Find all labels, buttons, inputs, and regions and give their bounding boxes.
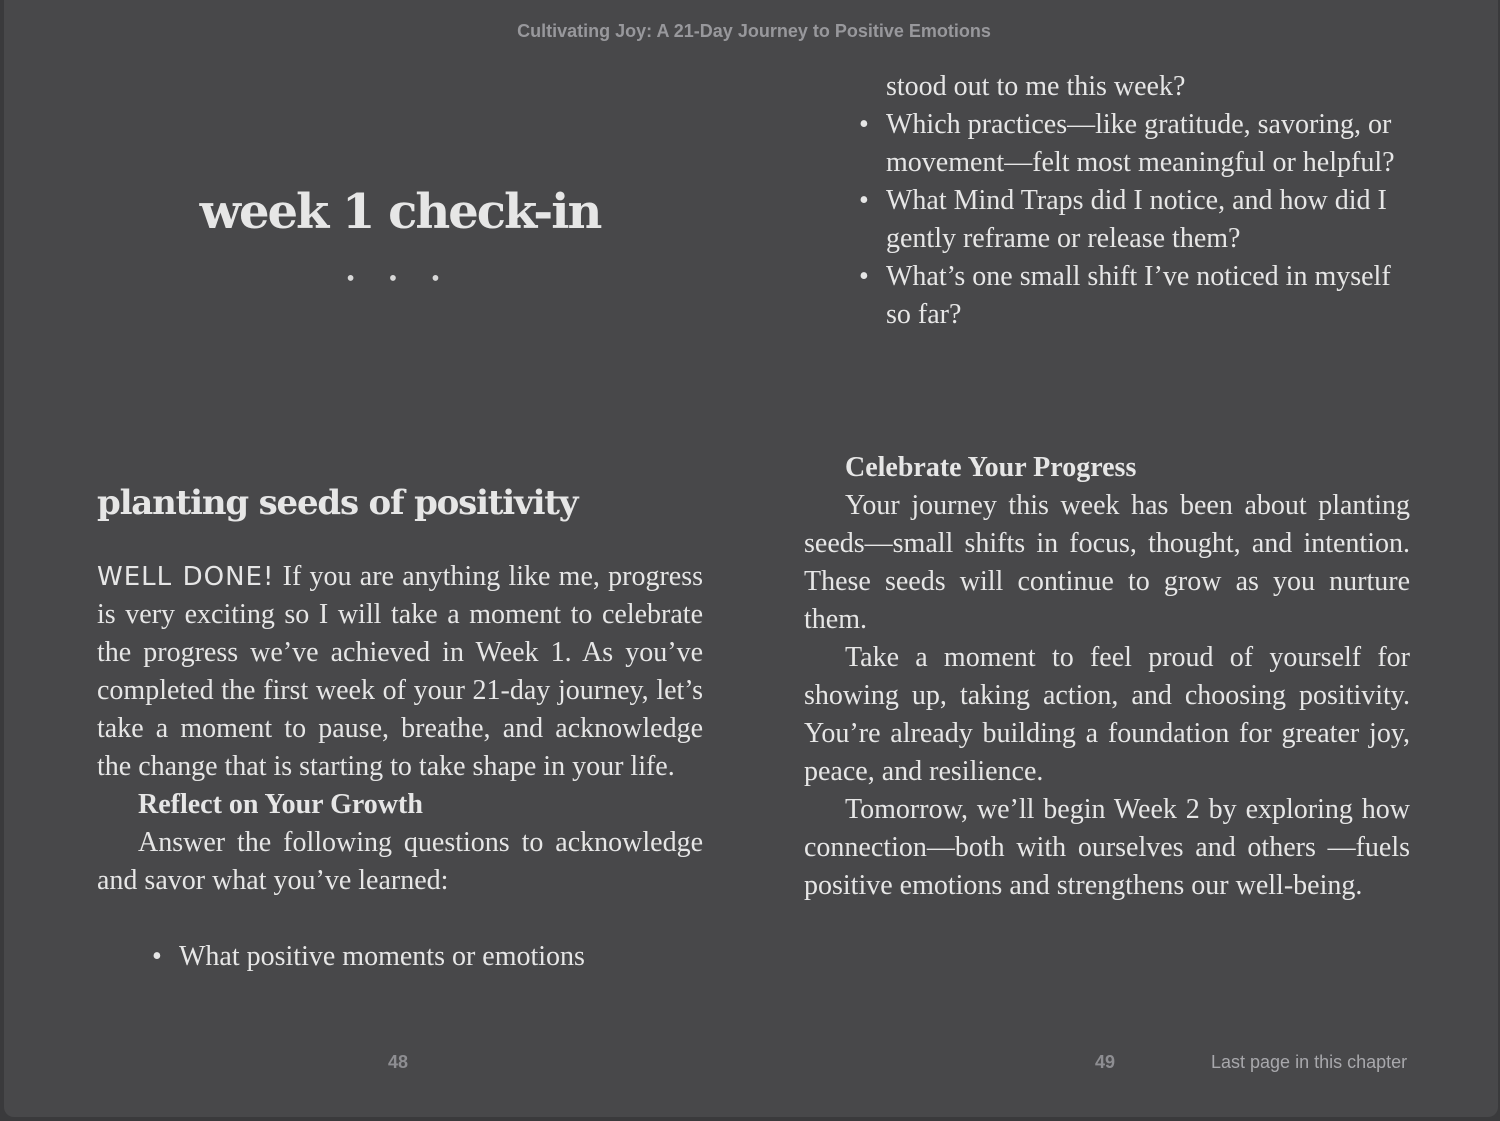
list-item-text: What positive moments or emotions bbox=[179, 941, 585, 972]
bullet-icon: • bbox=[859, 185, 869, 216]
bullet-icon: • bbox=[859, 109, 869, 140]
list-item-text: Which practices—like gratitude, savoring, or movement—felt most meaningful or helpful? bbox=[886, 109, 1395, 178]
book-title: Cultivating Joy: A 21-Day Journey to Positive Emotions bbox=[517, 21, 991, 41]
ornament-dots: • • • bbox=[346, 266, 454, 292]
chapter-title: week 1 check-in bbox=[199, 184, 601, 240]
body-paragraph: Tomorrow, we’ll begin Week 2 by exploring how connection—both with ourselves and others —fuels positive emotions and strengthens our well-being. bbox=[804, 794, 1410, 901]
body-paragraph: Take a moment to feel proud of yourself for showing up, taking action, and choosing positivity. You’re already building a foundation for greater joy, peace, and resilience. bbox=[804, 642, 1410, 787]
prompt-paragraph: Answer the following questions to acknowledge and savor what you’ve learned: bbox=[97, 827, 703, 896]
list-item bbox=[804, 106, 1410, 182]
chapter-end-note: Last page in this chapter bbox=[1211, 1052, 1408, 1072]
body-paragraph: Your journey this week has been about planting seeds—small shifts in focus, thought, and intention. These seeds will continue to grow as you nurture them. bbox=[804, 490, 1410, 635]
list-item bbox=[804, 258, 1410, 334]
left-page-body bbox=[97, 558, 703, 976]
intro-text: If you are anything like me, progress is very exciting so I will take a moment to celebrate the progress we’ve achieved in Week 1. As you’ve completed the first week of your 21-day journey, let’s take a moment to pause, breathe, and acknowledge the change that is starting to take shape in your life. bbox=[97, 561, 703, 782]
subheading-celebrate: Celebrate Your Progress bbox=[845, 452, 1137, 483]
bullet-icon: • bbox=[152, 941, 162, 972]
right-page-body bbox=[804, 449, 1410, 905]
list-item bbox=[804, 182, 1410, 258]
page-number-right: 49 bbox=[1095, 1052, 1116, 1072]
reader-window bbox=[4, 0, 1498, 1117]
bullet-icon: • bbox=[859, 261, 869, 292]
subheading-reflect: Reflect on Your Growth bbox=[138, 789, 423, 820]
lead-in-text: WELL DONE! bbox=[97, 562, 275, 592]
list-item-text: What Mind Traps did I notice, and how did I gently reframe or release them? bbox=[886, 185, 1387, 254]
section-title: planting seeds of positivity bbox=[97, 483, 578, 523]
page-number-left: 48 bbox=[388, 1052, 409, 1072]
continued-list-line: stood out to me this week? bbox=[886, 71, 1186, 102]
list-item-text: What’s one small shift I’ve noticed in myself so far? bbox=[886, 261, 1391, 330]
intro-paragraph bbox=[97, 558, 703, 786]
question-list bbox=[97, 938, 703, 976]
list-item bbox=[97, 938, 703, 976]
question-list bbox=[804, 106, 1410, 334]
question-list-continued bbox=[804, 68, 1410, 334]
